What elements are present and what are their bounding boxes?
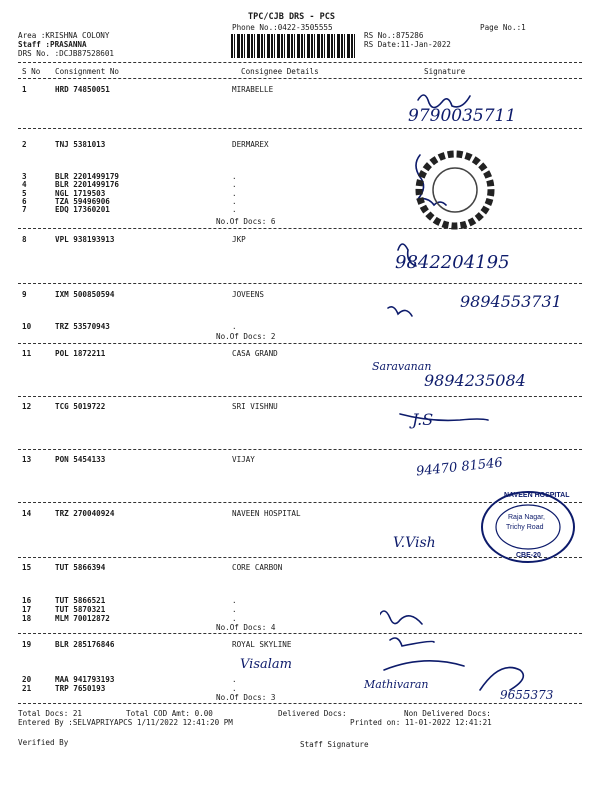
page-number: Page No.:1 (480, 23, 526, 32)
rs-date: RS Date:11-Jan-2022 (364, 40, 451, 49)
drs-number: DRS No. :DCJB87528601 (18, 49, 115, 58)
doc-count-group-1: No.Of Docs: 6 (216, 217, 276, 226)
row-serial-number: 16 (22, 596, 32, 605)
row-consignee-name: . (232, 596, 237, 605)
row-consignment-number: TRZ 53570943 (55, 322, 110, 331)
row-consignment-number: TUT 5866394 (55, 563, 106, 572)
row-serial-number: 1 (22, 85, 27, 94)
row-consignee-name: . (232, 180, 237, 189)
col-consignment: Consignment No (55, 67, 120, 76)
rs-number: RS No.:875286 (364, 31, 424, 40)
non-delivered-docs: Non Delivered Docs: (404, 709, 491, 718)
row-serial-number: 20 (22, 675, 32, 684)
hospital-stamp (478, 488, 578, 566)
row-consignment-number: VPL 938193913 (55, 235, 115, 244)
row-consignment-number: BLR 2201499179 (55, 172, 120, 181)
handwritten-phone-6: 9655373 (500, 688, 554, 702)
row-serial-number: 15 (22, 563, 32, 572)
col-consignee: Consignee Details (241, 67, 319, 76)
total-cod-amount: Total COD Amt: 0.00 (126, 709, 213, 718)
handwritten-phone-4: 9894235084 (424, 371, 526, 390)
phone-number: Phone No.:0422-3505555 (232, 23, 333, 32)
row-consignment-number: TNJ 5381013 (55, 140, 106, 149)
row-consignment-number: MLM 70012872 (55, 614, 110, 623)
divider (18, 703, 582, 704)
row-serial-number: 14 (22, 509, 32, 518)
row-consignment-number: PON 5454133 (55, 455, 106, 464)
report-title: TPC/CJB DRS - PCS (248, 12, 335, 22)
round-stamp-icon (415, 150, 495, 230)
row-serial-number: 9 (22, 290, 27, 299)
divider (18, 62, 582, 63)
row-consignee-name: . (232, 189, 237, 198)
row-serial-number: 5 (22, 189, 27, 198)
row-consignment-number: BLR 2201499176 (55, 180, 120, 189)
col-signature: Signature (424, 67, 466, 76)
handwritten-phone-2: 9842204195 (395, 252, 510, 273)
handwritten-name-4: Mathivaran (364, 678, 429, 691)
col-sno: S No (22, 67, 41, 76)
handwritten-initials: J.S (412, 410, 434, 429)
row-consignee-name: . (232, 614, 237, 623)
row-consignee-name: . (232, 205, 237, 214)
row-serial-number: 19 (22, 640, 32, 649)
row-serial-number: 3 (22, 172, 27, 181)
row-consignee-name: . (232, 684, 237, 693)
barcode-image (231, 34, 357, 58)
row-serial-number: 21 (22, 684, 32, 693)
handwritten-phone-5: 94470 81546 (415, 455, 504, 480)
row-consignee-name: . (232, 172, 237, 181)
row-serial-number: 13 (22, 455, 32, 464)
row-consignment-number: POL 1872211 (55, 349, 106, 358)
doc-count-group-3: No.Of Docs: 4 (216, 623, 276, 632)
divider (18, 78, 582, 79)
row-consignee-name: . (232, 675, 237, 684)
row-consignee-name: NAVEEN HOSPITAL (232, 509, 301, 518)
row-consignee-name: . (232, 322, 237, 331)
doc-count-group-2: No.Of Docs: 2 (216, 332, 276, 341)
row-consignee-name: . (232, 605, 237, 614)
area-label: Area :KRISHNA COLONY (18, 31, 110, 40)
row-serial-number: 8 (22, 235, 27, 244)
row-consignee-name: JOVEENS (232, 290, 265, 299)
stamp-bottom-text: CBE-20 (516, 552, 541, 559)
row-consignee-name: JKP (232, 235, 246, 244)
row-serial-number: 10 (22, 322, 32, 331)
row-consignment-number: IXM 500850594 (55, 290, 115, 299)
staff-signature: Staff Signature (300, 740, 369, 749)
row-consignment-number: HRD 74850051 (55, 85, 110, 94)
row-consignment-number: EDQ 17360201 (55, 205, 110, 214)
row-serial-number: 7 (22, 205, 27, 214)
row-serial-number: 2 (22, 140, 27, 149)
handwritten-name-1: Saravanan (372, 360, 432, 373)
row-consignment-number: TUT 5866521 (55, 596, 106, 605)
stamp-top-text: NAVEEN HOSPITAL (504, 492, 570, 499)
entered-by: Entered By :SELVAPRIYAPCS 1/11/2022 12:41:20 PM (18, 718, 233, 727)
row-consignee-name: VIJAY (232, 455, 255, 464)
row-consignee-name: MIRABELLE (232, 85, 274, 94)
row-consignment-number: TUT 5870321 (55, 605, 106, 614)
row-consignment-number: TZA 59496906 (55, 197, 110, 206)
doc-count-group-4: No.Of Docs: 3 (216, 693, 276, 702)
handwritten-phone-3: 9894553731 (460, 292, 562, 311)
handwritten-name-3: Visalam (240, 657, 292, 672)
row-consignment-number: TRP 7650193 (55, 684, 106, 693)
stamp-line-1: Raja Nagar, (508, 514, 545, 521)
verified-by: Verified By (18, 738, 69, 747)
row-consignment-number: TRZ 270040924 (55, 509, 115, 518)
delivered-docs: Delivered Docs: (278, 709, 347, 718)
row-consignee-name: SRI VISHNU (232, 402, 278, 411)
handwritten-name-2: V.Vish (393, 535, 436, 551)
row-consignment-number: BLR 285176846 (55, 640, 115, 649)
row-consignee-name: ROYAL SKYLINE (232, 640, 292, 649)
handwritten-phone-1: 9790035711 (408, 106, 517, 126)
row-consignee-name: CASA GRAND (232, 349, 278, 358)
row-serial-number: 18 (22, 614, 32, 623)
row-serial-number: 4 (22, 180, 27, 189)
row-serial-number: 6 (22, 197, 27, 206)
row-consignee-name: . (232, 197, 237, 206)
row-consignment-number: TCG 5019722 (55, 402, 106, 411)
stamp-line-2: Trichy Road (506, 524, 544, 531)
row-consignment-number: MAA 941793193 (55, 675, 115, 684)
row-serial-number: 11 (22, 349, 32, 358)
row-consignment-number: NGL 1719503 (55, 189, 106, 198)
row-serial-number: 17 (22, 605, 32, 614)
row-consignee-name: CORE CARBON (232, 563, 283, 572)
staff-label: Staff :PRASANNA (18, 40, 87, 49)
printed-on: Printed on: 11-01-2022 12:41:21 (350, 718, 492, 727)
row-serial-number: 12 (22, 402, 32, 411)
row-consignee-name: DERMAREX (232, 140, 269, 149)
total-docs: Total Docs: 21 (18, 709, 83, 718)
